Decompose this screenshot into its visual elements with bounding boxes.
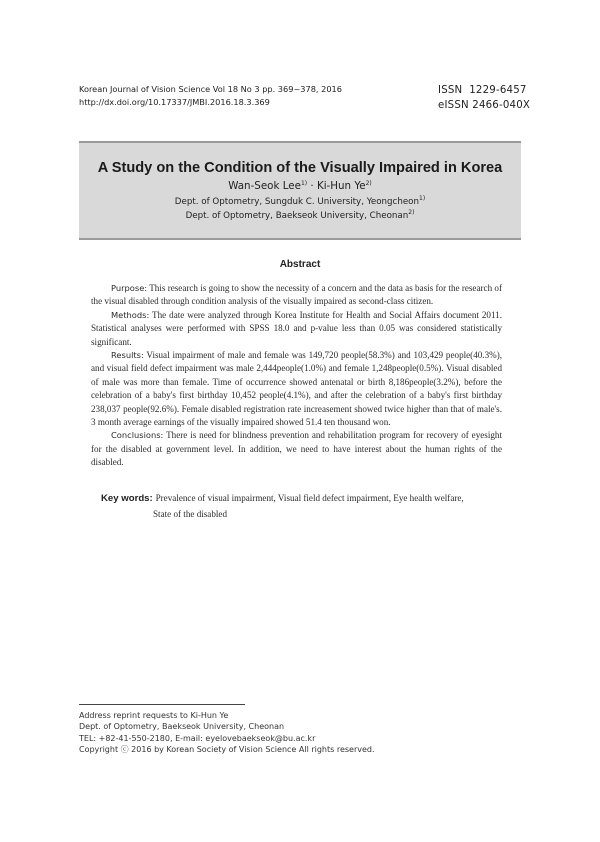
title-box — [79, 141, 521, 240]
keywords-first-line — [101, 491, 511, 507]
paper-title: A Study on the Condition of the Visually Impaired in Korea — [97, 160, 503, 176]
section-label: Methods: — [111, 309, 150, 320]
abstract-purpose — [91, 282, 502, 309]
eissn: eISSN 2466-040X — [438, 100, 531, 111]
section-label: Purpose: — [111, 283, 148, 293]
author-separator: · — [307, 180, 317, 192]
affiliation — [79, 211, 521, 221]
affiliation-text: Dept. of Optometry, Baekseok University, Cheonan — [185, 211, 409, 221]
keywords — [101, 491, 511, 522]
author-line — [79, 180, 521, 192]
journal-citation: Korean Journal of Vision Science Vol 18 No 3 pp. 369~378, 2016 — [79, 84, 342, 94]
section-text: The date were analyzed through Korea Institute for Health and Social Affairs document 2011. Statistical analyses were performed with SPSS 18.0 and p-value less than 0.05 was considered statistically significant. — [91, 309, 502, 347]
abstract-methods — [91, 309, 502, 349]
affiliation-text: Dept. of Optometry, Sungduk C. University, Yeongcheon — [174, 197, 420, 207]
abstract-body — [91, 282, 502, 470]
issn-block — [438, 83, 530, 113]
keywords-label: Key words: — [101, 493, 153, 504]
section-label: Conclusions: — [111, 430, 164, 441]
author-name: Wan-Seok Lee — [228, 180, 301, 192]
abstract-results — [91, 349, 502, 429]
footnote-line: TEL: +82-41-550-2180, E-mail: eyelovebaekseok@bu.ac.kr — [79, 733, 316, 743]
affiliation — [79, 197, 521, 207]
doi-link[interactable]: http://dx.doi.org/10.17337/JMBI.2016.18.3.369 — [79, 97, 270, 107]
abstract-conclusions — [91, 429, 502, 469]
footnote-divider — [79, 704, 245, 705]
footnote-line: Dept. of Optometry, Baekseok University, Cheonan — [79, 722, 285, 732]
section-text: Visual impairment of male and female was 149,720 people(58.3%) and 103,429 people(40.3%), and visual field defect impairment was male 2,444people(1.0%) and female 1,248people(0.5%). Visual disabled of male was more than female. Time of occurrence showed antenatal or birth 8,186people(3.2%), before the celebration of a baby's first birthday 10,452 people(4.1%), and after the celebration of a baby's first birthday 238,037 people(92.6%). Female disabled registration rate increasement showed twice higher than that of male's. 3 month average earnings of the visually impaired showed 51.4 ten thousand won. — [91, 350, 502, 428]
section-text: This research is going to show the necessity of a concern and the data as basis for the research of the visual disabled through condition analysis of the visually impaired as second-class citizen. — [91, 283, 502, 307]
journal-header — [79, 83, 342, 109]
abstract-heading: Abstract — [279, 259, 321, 270]
keywords-text: Prevalence of visual impairment, Visual field defect impairment, Eye health welfare, — [155, 493, 464, 503]
keywords-text: State of the disabled — [153, 509, 227, 519]
footnote-line: Address reprint requests to Ki-Hun Ye — [79, 711, 229, 720]
affiliation-mark: 1) — [419, 195, 426, 202]
section-label: Results: — [111, 350, 144, 361]
author-affiliation-mark: 2) — [365, 180, 372, 187]
affiliation-mark: 2) — [408, 209, 415, 216]
author-affiliation-mark: 1) — [300, 180, 308, 187]
author-name: Ki-Hun Ye — [316, 180, 366, 192]
issn: ISSN 1229-6457 — [438, 85, 527, 96]
section-text: There is need for blindness prevention and rehabilitation program for recovery of eyesight for the disabled at government level. In addition, we need to have interest about the human rights of the disabled. — [91, 430, 502, 468]
copyright-line: Copyright ⓒ 2016 by Korean Society of Vision Science All rights reserved. — [79, 745, 375, 755]
correspondence-footnote — [79, 710, 375, 756]
